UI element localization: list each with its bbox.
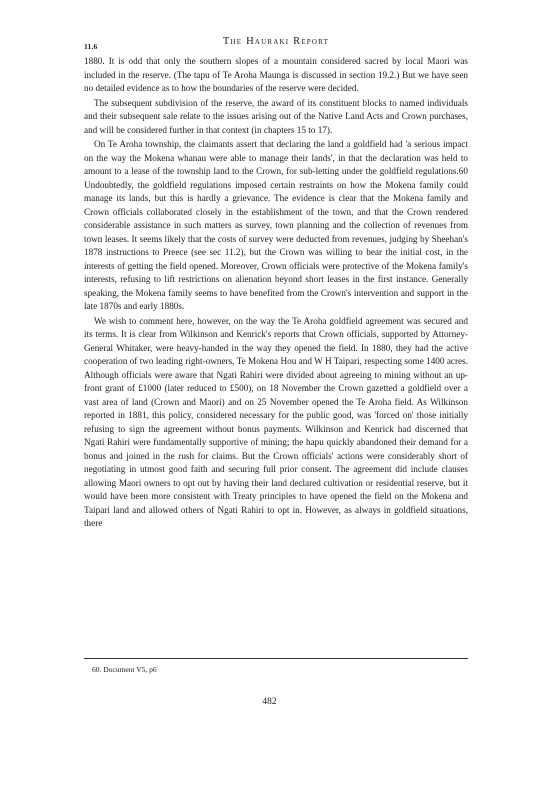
running-title: The Hauraki Report xyxy=(222,36,330,47)
paragraph-3: On Te Aroha township, the claimants assert that declaring the land a goldfield had 'a serious impact on the way the Mokena whanau were able to manage their lands', in that the declaration was held to amount to a lease of the township land to the Crown, for sub-letting under the goldfield regulations.60 Undoubtedly, the goldfield regulations imposed certain restraints on how the Mokena family could manage its lands, but this is hardly a grievance. The evidence is clear that the Mokena family and Crown officials collaborated closely in the establishment of the town, and that the Crown rendered considerable assistance in such matters as survey, town planning and the collection of revenues from town leases. It seems likely that the costs of survey were deducted from revenues, judging by Sheehan's 1878 instructions to Preece (see sec 11.2), but the Crown was willing to bear the initial cost, in the interests of getting the field opened. Moreover, Crown officials were protective of the Mokena family's interests, refusing to lift restrictions on alienation beyond short leases in the first instance. Generally speaking, the Mokena family seems to have benefited from the Crown's intervention and support in the late 1870s and early 1880s. xyxy=(84,139,468,311)
page-number: 482 xyxy=(262,697,277,707)
paragraph-1: 1880. It is odd that only the southern slopes of a mountain considered sacred by local Maori was included in the reserve. (The tapu of Te Aroha Maunga is discussed in section 19.2.) But we have seen no detailed evidence as to how the boundaries of the reserve were decided. xyxy=(84,56,468,93)
body-text xyxy=(84,55,468,532)
section-number: 11.6 xyxy=(84,42,98,51)
paragraph-2: The subsequent subdivision of the reserve, the award of its constituent blocks to named individuals and their subsequent sale relate to the issues arising out of the Native Land Acts and Crown purchases, and will be considered further in that context (in chapters 15 to 17). xyxy=(84,97,468,135)
footnote-rule xyxy=(84,658,468,659)
footnote: 60. Document V5, p6 xyxy=(92,665,157,674)
paragraph-4: We wish to comment here, however, on the way the Te Aroha goldfield agreement was secured and its terms. It is clear from Wilkinson and Kenrick's reports that Crown officials, supported by Attorney-General Whitaker, were heavy-handed in the way they opened the field. In 1880, they had the active cooperation of two leading right-owners, Te Mokena Hou and W H Taipari, respecting some 1400 acres. Although officials were aware that Ngati Rahiri were divided about agreeing to mining without an up-front grant of £1000 (later reduced to £500), on 18 November the Crown gazetted a goldfield over a vast area of land (Crown and Maori) and on 25 November opened the Te Aroha field. As Wilkinson reported in 1881, this policy, considered necessary for the public good, was 'forced on' those initially refusing to sign the agreement without bonus payments. Wilkinson and Kenrick had discerned that Ngati Rahiri were fundamentally supportive of mining; the hapu quickly abandoned their demand for a bonus and joined in the rush for claims. But the Crown officials' actions were considerably short of negotiating in utmost good faith and securing full prior consent. The agreement did include clauses allowing Maori owners to opt out by having their land declared cultivation or residential reserve, but it would have been more consistent with Treaty principles to have opened the field on the Mokena and Taipari land and allowed others of Ngati Rahiri to opt in. However, as always in goldfield situations, there xyxy=(84,315,468,528)
page-header xyxy=(84,36,468,50)
